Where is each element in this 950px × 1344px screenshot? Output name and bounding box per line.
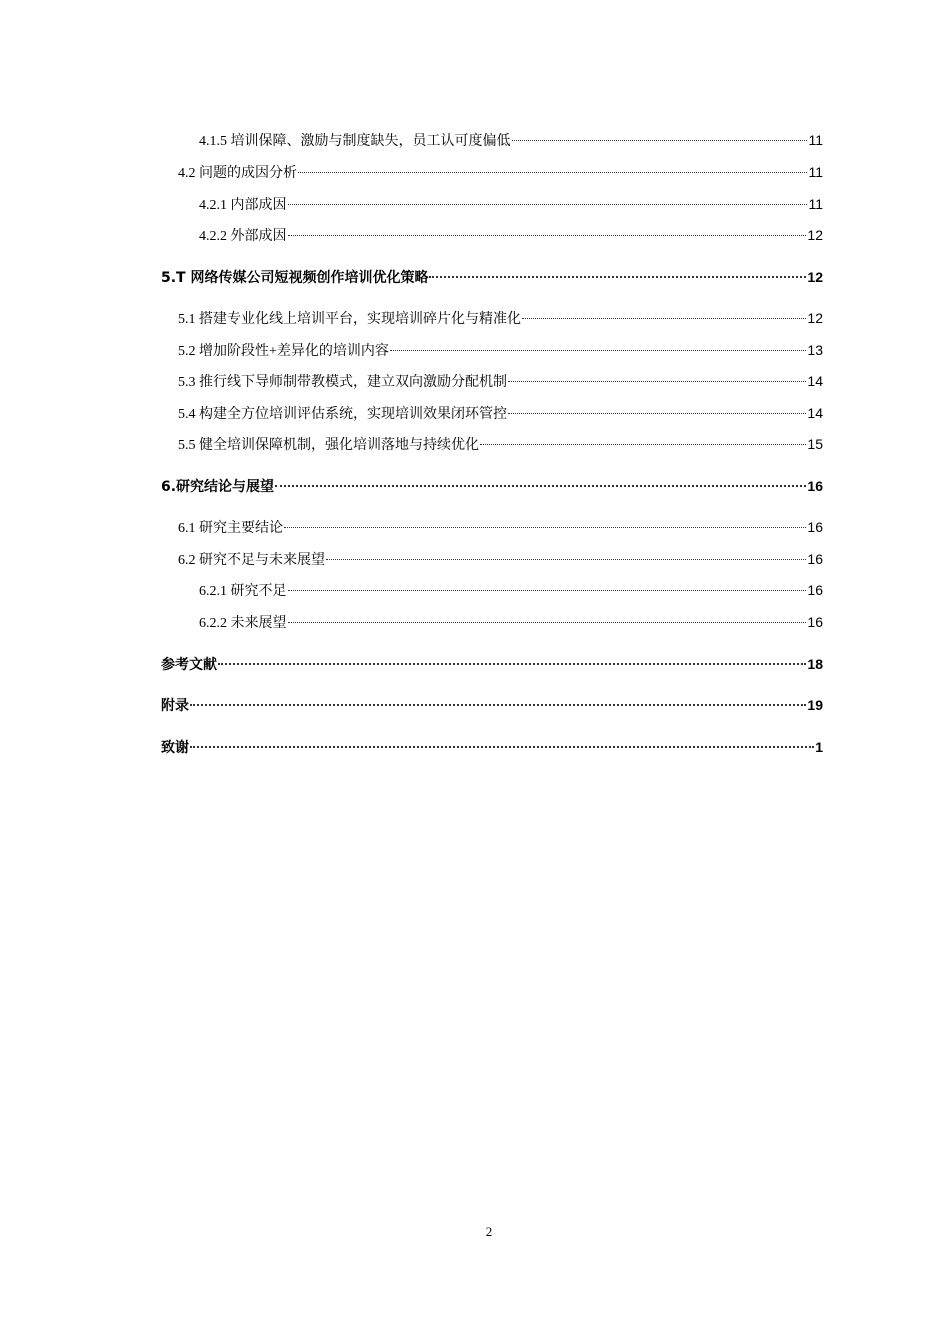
toc-entry-label: 4.1.5 培训保障、激励与制度缺失，员工认可度偏低: [199, 134, 511, 149]
toc-dot-leader: [298, 172, 807, 173]
toc-dot-leader: [218, 663, 806, 665]
toc-entry-label: 6.2.2 未来展望: [199, 616, 287, 631]
toc-dot-leader: [508, 413, 806, 414]
toc-entry-label: 附录: [161, 698, 189, 714]
toc-entry-6-1[interactable]: [178, 517, 823, 537]
toc-entry-label: 5.3 推行线下导师制带教模式，建立双向激励分配机制: [178, 375, 507, 390]
toc-entry-page: 18: [807, 656, 823, 672]
toc-dot-leader: [522, 318, 806, 319]
toc-entry-page: 12: [807, 269, 823, 285]
toc-dot-leader: [190, 704, 806, 706]
toc-entry-page: 13: [807, 342, 823, 358]
toc-dot-leader: [288, 622, 807, 623]
toc-dot-leader: [284, 527, 806, 528]
toc-entry-6-2-1[interactable]: [199, 580, 823, 600]
toc-entry-4-2-1[interactable]: [199, 194, 823, 214]
toc-entry-5-4[interactable]: [178, 403, 823, 423]
toc-entry-page: 14: [807, 405, 823, 421]
toc-dot-leader: [429, 276, 806, 278]
toc-entry-page: 16: [807, 551, 823, 567]
toc-entry-page: 16: [807, 478, 823, 494]
toc-entry-page: 12: [807, 310, 823, 326]
toc-entry-label: 6.研究结论与展望: [161, 479, 275, 495]
toc-entry-label: 4.2.2 外部成因: [199, 229, 287, 244]
toc-entry-page: 11: [808, 196, 823, 212]
toc-entry-label: 5.4 构建全方位培训评估系统，实现培训效果闭环管控: [178, 407, 507, 422]
toc-entry-label: 6.1 研究主要结论: [178, 521, 283, 536]
toc-entry-appendix[interactable]: [161, 695, 823, 715]
toc-dot-leader: [508, 381, 806, 382]
toc-entry-page: 16: [807, 614, 823, 630]
toc-entry-5-1[interactable]: [178, 308, 823, 328]
toc-entry-page: 15: [807, 436, 823, 452]
toc-entry-6-2[interactable]: [178, 549, 823, 569]
toc-entry-label: 4.2 问题的成因分析: [178, 166, 297, 181]
toc-entry-label: 5.2 增加阶段性+差异化的培训内容: [178, 344, 389, 359]
toc-entry-page: 16: [807, 519, 823, 535]
toc-dot-leader: [326, 559, 806, 560]
toc-entry-label: 参考文献: [161, 657, 217, 673]
toc-entry-chapter-5[interactable]: [161, 267, 823, 287]
toc-entry-references[interactable]: [161, 654, 823, 674]
toc-entry-6-2-2[interactable]: [199, 612, 823, 632]
toc-entry-page: 12: [807, 227, 823, 243]
toc-entry-label: 5.5 健全培训保障机制，强化培训落地与持续优化: [178, 438, 479, 453]
toc-entry-5-3[interactable]: [178, 371, 823, 391]
toc-dot-leader: [288, 235, 807, 236]
toc-dot-leader: [512, 140, 808, 141]
toc-entry-page: 16: [807, 582, 823, 598]
toc-entry-label: 4.2.1 内部成因: [199, 198, 287, 213]
toc-entry-label: 6.2.1 研究不足: [199, 584, 287, 599]
toc-dot-leader: [275, 485, 806, 487]
toc-entry-4-2-2[interactable]: [199, 225, 823, 245]
toc-dot-leader: [288, 204, 808, 205]
toc-entry-chapter-6[interactable]: [161, 476, 823, 496]
toc-entry-4-2[interactable]: [178, 162, 823, 182]
toc-entry-page: 11: [808, 164, 823, 180]
toc-entry-page: 14: [807, 373, 823, 389]
toc-entry-label: 6.2 研究不足与未来展望: [178, 553, 325, 568]
toc-entry-5-2[interactable]: [178, 340, 823, 360]
toc-dot-leader: [190, 746, 814, 748]
toc-entry-page: 11: [808, 132, 823, 148]
toc-dot-leader: [288, 590, 807, 591]
toc-entry-4-1-5[interactable]: [199, 130, 823, 150]
toc-entry-label: 5.1 搭建专业化线上培训平台，实现培训碎片化与精准化: [178, 312, 521, 327]
toc-entry-acknowledgements[interactable]: [161, 737, 823, 757]
toc-entry-5-5[interactable]: [178, 434, 823, 454]
toc-entry-page: 19: [807, 697, 823, 713]
toc-entry-label: 致谢: [161, 740, 189, 756]
toc-dot-leader: [390, 350, 807, 351]
toc-dot-leader: [480, 444, 806, 445]
toc-entry-label: 5.T 网络传媒公司短视频创作培训优化策略: [161, 270, 429, 286]
toc-entry-page: 1: [815, 739, 823, 755]
page-number: 2: [485, 1224, 493, 1239]
